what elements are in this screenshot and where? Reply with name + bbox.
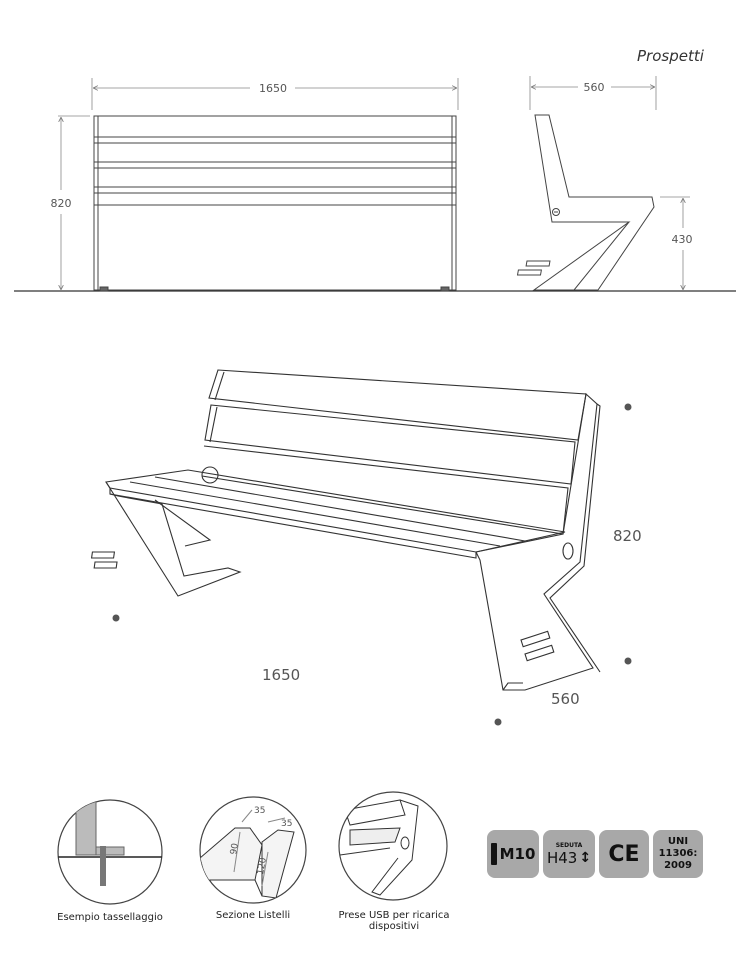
front-height-label: 820 — [50, 197, 72, 210]
slat-dim-label: 120 — [256, 856, 269, 876]
iso-marker-dot — [113, 615, 120, 622]
side-depth-label: 560 — [583, 81, 605, 94]
side-view — [518, 115, 654, 290]
detail-anchoring — [55, 795, 165, 904]
iso-depth-label: 560 — [551, 690, 580, 708]
slat-dim-label: 35 — [281, 819, 293, 829]
page-title: Prospetti — [637, 47, 704, 65]
badge-uni-line2: 11306: — [658, 848, 698, 859]
badge-seat-height — [543, 830, 595, 878]
iso-marker-dot — [625, 658, 632, 665]
badge-seat-main-label: H43 — [546, 848, 578, 867]
iso-marker-dot — [495, 719, 502, 726]
detail-caption-slat: Sezione Listelli — [215, 910, 291, 921]
detail-usb-ports — [339, 792, 447, 900]
height-arrow-icon: ↕ — [579, 849, 592, 866]
slat-dim-label: 90 — [229, 842, 241, 856]
side-seat-height-label: 430 — [671, 233, 693, 246]
badge-uni-line3: 2009 — [664, 860, 692, 871]
front-view — [94, 116, 456, 291]
bolt-icon — [491, 843, 497, 865]
detail-caption-usb: Prese USB per ricarica dispositivi — [338, 910, 450, 932]
isometric-view — [92, 370, 600, 690]
badge-uni-line1: UNI — [667, 836, 689, 847]
detail-slat-section — [200, 797, 306, 903]
iso-height-label: 820 — [613, 527, 642, 545]
iso-width-label: 1650 — [262, 666, 301, 684]
badge-uni — [653, 830, 703, 878]
badge-ce: CE — [599, 830, 649, 878]
badge-seat-small-label: SEDUTA — [555, 841, 583, 849]
front-width-label: 1650 — [259, 82, 287, 95]
detail-caption-anchoring: Esempio tassellaggio — [57, 912, 163, 923]
badge-m10-label: M10 — [499, 845, 536, 863]
slat-dim-label: 35 — [254, 806, 266, 816]
iso-marker-dot — [625, 404, 632, 411]
badge-m10 — [487, 830, 539, 878]
